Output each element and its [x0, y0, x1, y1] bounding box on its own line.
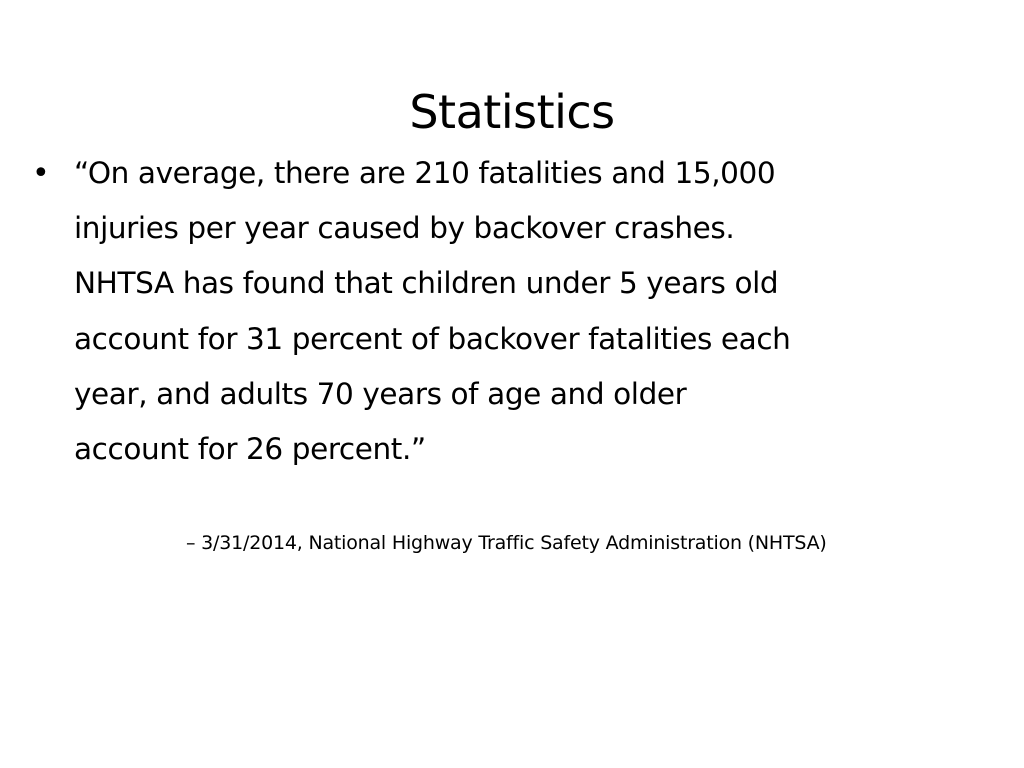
quote-text — [74, 146, 1004, 477]
slide-title: Statistics — [409, 84, 615, 139]
bullet-icon: • — [32, 156, 50, 191]
quote-line: NHTSA has found that children under 5 years old — [74, 266, 779, 301]
quote-attribution: – 3/31/2014, National Highway Traffic Safety Administration (NHTSA) — [186, 532, 827, 554]
quote-line: account for 31 percent of backover fatalities each — [74, 321, 791, 356]
quote-line: account for 26 percent.” — [74, 432, 426, 467]
quote-line: “On average, there are 210 fatalities and 15,000 — [74, 156, 776, 190]
quote-line: injuries per year caused by backover crashes. — [74, 211, 735, 246]
quote-line: year, and adults 70 years of age and older — [74, 376, 687, 411]
